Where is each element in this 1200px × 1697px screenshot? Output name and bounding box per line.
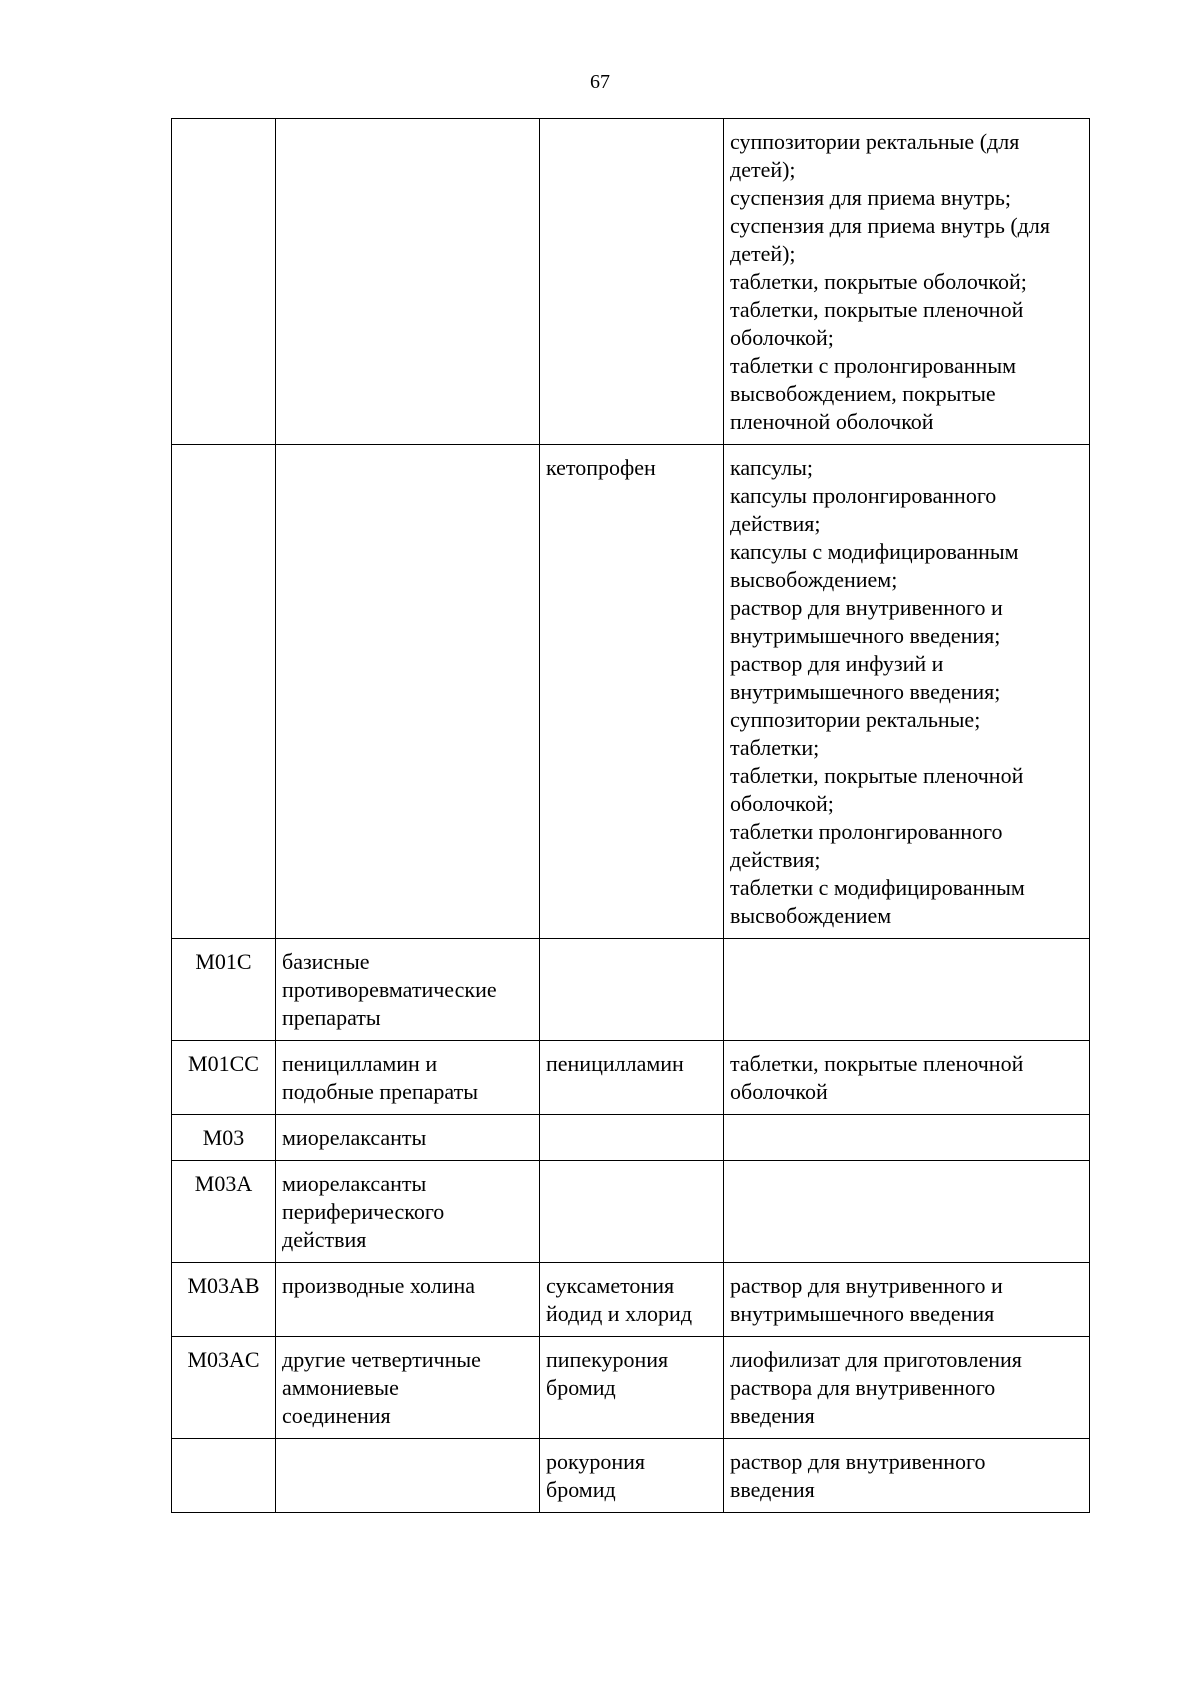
table-row [172,939,1090,1041]
table-row [172,1337,1090,1439]
pharmacological-group-cell [276,445,540,939]
drug-name-cell [540,1161,724,1263]
drug-name-cell: рокурония бромид [540,1439,724,1513]
dosage-forms-cell: суппозитории ректальные (для детей); суспензия для приема внутрь; суспензия для приема внутрь (для детей); таблетки, покрытые оболочкой; таблетки, покрытые пленочной оболочкой; таблетки с пролонгированным высвобождением, покрытые пленочной оболочкой [724,119,1090,445]
dosage-forms-cell [724,1161,1090,1263]
page-number: 67 [590,71,610,93]
table-row [172,1263,1090,1337]
table-row [172,1115,1090,1161]
dosage-forms-cell: раствор для внутривенного введения [724,1439,1090,1513]
pharmacological-group-cell: миорелаксанты периферического действия [276,1161,540,1263]
atc-code-cell: M01CC [172,1041,276,1115]
drug-name-cell [540,119,724,445]
atc-code-cell: M03 [172,1115,276,1161]
drug-name-cell: пипекурония бромид [540,1337,724,1439]
atc-code-cell [172,445,276,939]
table-row [172,119,1090,445]
dosage-forms-cell [724,939,1090,1041]
table-row [172,1041,1090,1115]
drug-name-cell: кетопрофен [540,445,724,939]
atc-code-cell: M03A [172,1161,276,1263]
dosage-forms-cell: раствор для внутривенного и внутримышечного введения [724,1263,1090,1337]
table-row [172,1161,1090,1263]
drug-name-cell [540,939,724,1041]
table-row [172,445,1090,939]
dosage-forms-cell: таблетки, покрытые пленочной оболочкой [724,1041,1090,1115]
pharmacological-group-cell: пеницилламин и подобные препараты [276,1041,540,1115]
dosage-forms-cell: лиофилизат для приготовления раствора для внутривенного введения [724,1337,1090,1439]
pharmacological-group-cell [276,1439,540,1513]
drug-name-cell: пеницилламин [540,1041,724,1115]
pharmacological-group-cell: базисные противоревматические препараты [276,939,540,1041]
atc-code-cell [172,119,276,445]
table-row [172,1439,1090,1513]
atc-code-cell: M03AB [172,1263,276,1337]
pharmacological-group-cell: миорелаксанты [276,1115,540,1161]
pharmacological-group-cell [276,119,540,445]
atc-code-cell: M03AC [172,1337,276,1439]
dosage-forms-cell: капсулы; капсулы пролонгированного действия; капсулы с модифицированным высвобождением; раствор для внутривенного и внутримышечного введения; раствор для инфузий и внутримышечного введения; суппозитории ректальные; таблетки; таблетки, покрытые пленочной оболочкой; таблетки пролонгированного действия; таблетки с модифицированным высвобождением [724,445,1090,939]
drug-name-cell [540,1115,724,1161]
atc-code-cell: M01C [172,939,276,1041]
dosage-forms-cell [724,1115,1090,1161]
drug-list-table [171,118,1090,1513]
drug-name-cell: суксаметония йодид и хлорид [540,1263,724,1337]
pharmacological-group-cell: производные холина [276,1263,540,1337]
atc-code-cell [172,1439,276,1513]
pharmacological-group-cell: другие четвертичные аммониевые соединения [276,1337,540,1439]
